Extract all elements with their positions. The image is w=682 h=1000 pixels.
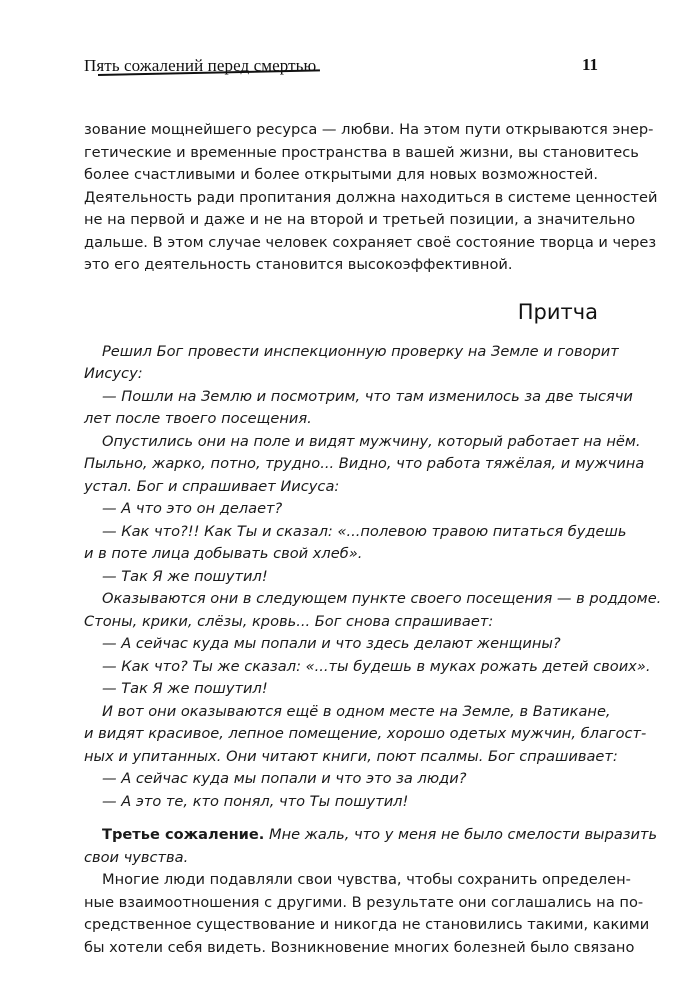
text-line: Оказываются они в следующем пункте своего посещения — в роддоме. [102, 590, 662, 607]
third-regret-text: Мне жаль, что у меня не было смелости выразить [264, 826, 658, 843]
text-line: — Как что?!! Как Ты и сказал: «...полевою травою питаться будешь [102, 522, 627, 540]
text-line: устал. Бог и спрашивает Иисуса: [84, 477, 340, 495]
text-line: лет после твоего посещения. [84, 410, 312, 427]
text-line: и в поте лица добывать свой хлеб». [84, 545, 363, 562]
text-line: Опустились они на поле и видят мужчину, который работает на нём. [102, 432, 641, 450]
text-line: Стоны, крики, слёзы, кровь... Бог снова спрашивает: [84, 612, 494, 630]
page-body [84, 119, 662, 959]
text-line: свои чувства. [84, 848, 189, 866]
text-line: — Так Я же пошутил! [102, 680, 268, 697]
text-line: средственное существование и никогда не становились такими, какими [84, 916, 650, 933]
text-line: — Пошли на Землю и посмотрим, что там изменилось за две тысячи [102, 387, 633, 405]
text-line: — А сейчас куда мы попали и что здесь делают женщины? [102, 635, 561, 652]
text-line: Решил Бог провести инспекционную проверку на Земле и говорит [102, 342, 619, 360]
text-line: более счастливыми и более открытыми для новых возможностей. [84, 166, 598, 183]
text-line: Иисусу: [84, 365, 143, 382]
third-regret-paragraph [84, 824, 658, 869]
text-line: — А что это он делает? [102, 500, 283, 517]
text-line: Деятельность ради пропитания должна находиться в системе ценностей [84, 188, 658, 206]
text-line: дальше. В этом случае человек сохраняет своё состояние творца и через [84, 233, 657, 251]
intro-paragraph [84, 119, 658, 277]
section-heading: Притча [517, 299, 598, 324]
text-line: — А это те, кто понял, что Ты пошутил! [102, 792, 409, 810]
text-line: ные взаимоотношения с другими. В результате они соглашались на по- [84, 893, 644, 911]
third-regret-label: Третье сожаление. [102, 826, 265, 843]
running-title: Пять сожалений перед смертью [84, 56, 317, 75]
text-line: — А сейчас куда мы попали и что это за люди? [102, 770, 467, 787]
page-number: 11 [581, 55, 598, 74]
text-line: И вот они оказываются ещё в одном месте на Земле, в Ватикане, [102, 702, 611, 720]
text-line: Пыльно, жарко, потно, трудно... Видно, что работа тяжёлая, и мужчина [84, 455, 645, 472]
text-line: бы хотели себя видеть. Возникновение многих болезней было связано [84, 938, 635, 956]
text-line: не на первой и даже и не на второй и третьей позиции, а значительно [84, 211, 636, 228]
text-line: и видят красивое, лепное помещение, хорошо одетых мужчин, благост- [84, 725, 647, 742]
text-line: — Как что? Ты же сказал: «...ты будешь в муках рожать детей своих». [102, 657, 651, 675]
closing-paragraph [84, 869, 650, 959]
parable-text [84, 341, 662, 814]
text-line: ных и упитанных. Они читают книги, поют псалмы. Бог спрашивает: [84, 747, 618, 765]
text-line: зование мощнейшего ресурса — любви. На этом пути открываются энер- [84, 121, 654, 138]
text-line: Многие люди подавляли свои чувства, чтобы сохранить определен- [102, 871, 631, 888]
text-line: это его деятельность становится высокоэффективной. [84, 256, 513, 273]
text-line: гетические и временные пространства в вашей жизни, вы становитесь [84, 143, 639, 161]
text-line: — Так Я же пошутил! [102, 567, 268, 585]
text-line [84, 824, 658, 847]
